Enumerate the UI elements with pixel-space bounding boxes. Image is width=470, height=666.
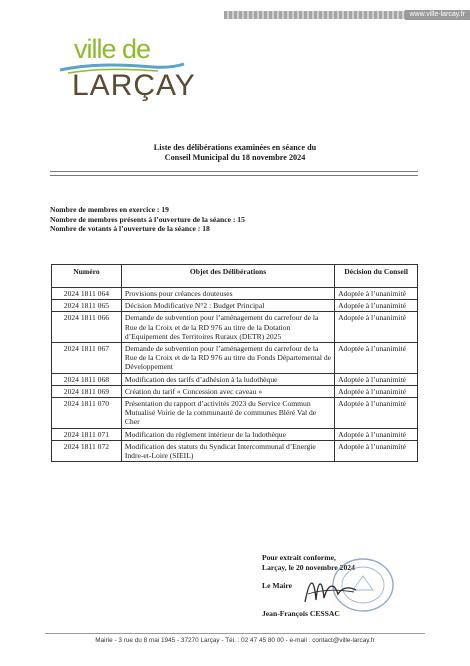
member-counts: [50, 205, 245, 234]
footer-divider: [45, 633, 425, 634]
table-body: [52, 288, 418, 462]
row-number: 2024 1811 066: [52, 312, 122, 343]
row-decision: Adoptée à l’unanimité: [335, 343, 418, 374]
table-row: [52, 398, 418, 429]
table-row: [52, 343, 418, 374]
row-decision: Adoptée à l’unanimité: [335, 428, 418, 440]
row-number: 2024 1811 067: [52, 343, 122, 374]
row-decision: Adoptée à l’unanimité: [335, 312, 418, 343]
top-banner: [224, 10, 470, 20]
town-logo: [58, 36, 208, 106]
footer-address: Mairie - 3 rue du 8 mai 1945 - 37270 Larçay - Tél. : 02 47 45 80 00 - e-mail : contact@ville-larcay.fr: [95, 637, 375, 644]
row-subject: Demande de subvention pour l’aménagement du carrefour de la Rue de la Croix et de la RD 976 au titre du Fonds Départemental de Développement: [121, 343, 334, 374]
members-in-office: Nombre de membres en exercice : 19: [50, 205, 169, 214]
deliberations-table: [51, 264, 418, 462]
header-decision: Décision du Conseil: [335, 265, 418, 288]
header-numero: Numéro: [52, 265, 122, 288]
row-decision: Adoptée à l’unanimité: [335, 385, 418, 397]
row-subject: Modification des tarifs d’adhésion à la ludothèque: [121, 373, 334, 385]
row-decision: Adoptée à l’unanimité: [335, 440, 418, 461]
row-decision: Adoptée à l’unanimité: [335, 398, 418, 429]
row-decision: Adoptée à l’unanimité: [335, 300, 418, 312]
table-row: [52, 385, 418, 397]
divider-top: [50, 171, 418, 172]
title-line-1: Liste des délibérations examinées en séance du: [153, 143, 317, 152]
row-number: 2024 1811 070: [52, 398, 122, 429]
row-subject: Présentation du rapport d’activités 2023 du Service Commun Mutualisé Voirie de la communauté de communes Bléré Val de Cher: [121, 398, 334, 429]
table-row: [52, 288, 418, 300]
row-number: 2024 1811 068: [52, 373, 122, 385]
table-row: [52, 312, 418, 343]
table-row: [52, 428, 418, 440]
row-number: 2024 1811 069: [52, 385, 122, 397]
certified-text: Pour extrait conforme,: [262, 553, 336, 562]
divider-bottom: [50, 175, 418, 176]
row-subject: Provisions pour créances douteuses: [121, 288, 334, 300]
logo-line-1: ville de: [74, 34, 151, 64]
row-decision: Adoptée à l’unanimité: [335, 373, 418, 385]
logo-line-2: LARÇAY: [72, 69, 196, 102]
row-number: 2024 1811 065: [52, 300, 122, 312]
row-subject: Création du tarif « Concession avec caveau »: [121, 385, 334, 397]
table-row: [52, 440, 418, 461]
place-date: Larçay, le 20 novembre 2024: [262, 563, 355, 572]
header-objet: Objet des Délibérations: [121, 265, 334, 288]
row-number: 2024 1811 064: [52, 288, 122, 300]
row-subject: Décision Modificative N°2 : Budget Principal: [121, 300, 334, 312]
row-subject: Demande de subvention pour l’aménagement du carrefour de la Rue de la Croix et de la RD 976 au titre de la Dotation d’Equipement des Territoires Ruraux (DETR) 2025: [121, 312, 334, 343]
row-subject: Modification du règlement intérieur de la ludothèque: [121, 428, 334, 440]
mayor-signature: [300, 572, 360, 608]
title-line-2: Conseil Municipal du 18 novembre 2024: [164, 153, 306, 162]
members-present: Nombre de membres présents à l’ouverture de la séance : 15: [50, 214, 245, 224]
table-row: [52, 300, 418, 312]
row-number: 2024 1811 072: [52, 440, 122, 461]
row-subject: Modification des statuts du Syndicat Intercommunal d’Energie Indre-et-Loire (SIEIL): [121, 440, 334, 461]
voters-count: Nombre de votants à l’ouverture de la séance : 18: [50, 224, 210, 234]
table-header-row: [52, 265, 418, 288]
document-title: [0, 143, 470, 163]
row-number: 2024 1811 071: [52, 428, 122, 440]
banner-stripe: [224, 11, 405, 19]
table-row: [52, 373, 418, 385]
mayor-name: Jean-François CESSAC: [262, 609, 340, 618]
row-decision: Adoptée à l’unanimité: [335, 288, 418, 300]
website-link[interactable]: www.ville-larcay.fr: [405, 10, 470, 20]
mayor-role: Le Maire: [262, 581, 293, 590]
